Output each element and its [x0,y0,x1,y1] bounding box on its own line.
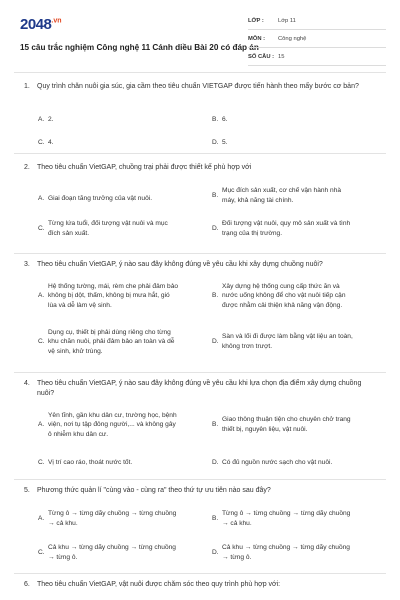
meta-row-count [248,48,386,66]
option-a[interactable] [38,508,180,530]
option-letter: A. [38,292,45,300]
question-number: 2. [24,164,30,171]
question-stem [24,260,374,270]
option-a[interactable] [38,280,180,312]
question-text: Quy trình chăn nuôi gia súc, gia cầm theo tiêu chuẩn VIETGAP được tiến hành theo mấy bước cơ bản? [37,83,359,90]
option-letter: C. [38,225,45,233]
option-text: Mục đích sản xuất, cơ chế vận hành nhà máy, khả năng tài chính. [222,187,342,204]
option-b[interactable] [212,280,354,312]
question-text: Phương thức quản lí "cùng vào - cùng ra" theo thứ tự ưu tiên nào sau đây? [37,487,271,494]
option-letter: D. [212,549,219,557]
meta-key: SỐ CÂU : [248,53,275,60]
option-text: 2. [48,116,54,123]
option-letter: C. [38,459,45,466]
option-a[interactable] [38,115,180,125]
option-text: 6. [222,116,228,123]
option-b[interactable] [212,414,354,436]
option-text: Từng ô → từng dãy chuồng → từng chuồng → cả khu. [48,510,177,527]
option-b[interactable] [212,115,354,125]
option-a[interactable] [38,188,180,210]
divider [14,253,386,254]
option-text: Có đủ nguồn nước sạch cho vật nuôi. [222,459,333,466]
question-number: 3. [24,261,30,268]
option-letter: B. [212,515,219,523]
option-letter: B. [212,421,219,429]
option-letter: B. [212,292,219,300]
meta-row-subject [248,30,386,48]
question-number: 1. [24,83,30,90]
question-stem [24,163,374,173]
question-number: 6. [24,581,30,588]
option-letter: C. [38,139,45,146]
option-a[interactable] [38,409,180,441]
page-header [14,12,386,64]
option-letter: C. [38,549,45,557]
option-text: Hệ thống tường, mái, rèm che phải đảm bảo không bị dột, thấm, không bị mưa hắt, gió lùa và dễ làm vệ sinh. [48,282,179,309]
option-letter: A. [38,421,45,429]
meta-value: 15 [278,53,285,60]
divider [14,479,386,480]
question-text: Theo tiêu chuẩn VietGAP, ý nào sau đây không đúng về yêu cầu khi xây dựng chuồng nuôi? [37,261,323,268]
question-text: Theo tiêu chuẩn VietGAP, ý nào sau đây không đúng về yêu cầu khi lựa chọn địa điểm xây dựng chuồng nuôi? [37,380,362,398]
option-letter: D. [212,225,219,233]
option-letter: B. [212,116,219,123]
document-title: 15 câu trắc nghiệm Công nghệ 11 Cánh diều Bài 20 có đáp án [20,43,259,52]
option-text: Cả khu → từng chuồng → từng dãy chuồng → từng ô. [222,544,350,561]
option-text: Dụng cụ, thiết bị phải dùng riêng cho từng khu chăn nuôi, phải đảm bảo an toàn và dễ vệ sinh, khử trùng. [48,328,175,355]
option-letter: D. [212,459,219,466]
option-letter: D. [212,139,219,146]
option-letter: D. [212,338,219,346]
option-letter: A. [38,515,45,523]
divider [14,573,386,574]
option-text: Đối tượng vật nuôi, quy mô sản xuất và tình trạng của thị trường. [222,220,351,237]
question-stem [24,379,374,399]
option-text: Xây dựng hệ thống cung cấp thức ăn và nước uống không để cho vật nuôi tiếp cận được nhằm cải thiện khả năng vận động. [222,282,346,309]
option-d[interactable] [212,326,354,358]
option-text: 5. [222,139,228,146]
document-meta [248,12,386,66]
option-text: Từng lứa tuổi, đối tượng vật nuôi và mục đích sản xuất. [48,220,168,237]
option-b[interactable] [212,508,354,530]
question-text: Theo tiêu chuẩn VietGAP, chuồng trại phải được thiết kế phù hợp với [37,164,252,171]
meta-key: LỚP : [248,17,264,24]
divider [14,153,386,154]
meta-value: Công nghệ [278,35,307,42]
option-c[interactable] [38,138,180,148]
question-text: Theo tiêu chuẩn VietGAP, vật nuôi được chăm sóc theo quy trình phù hợp với: [37,581,281,588]
question-number: 4. [24,380,30,387]
option-d[interactable] [212,138,354,148]
option-text: 4. [48,139,54,146]
option-text: Yên tĩnh, gần khu dân cư, trường học, bệnh viện, nơi tụ tập đông người,... và không gây ô nhiễm khu dân cư. [48,411,177,438]
meta-key: MÔN : [248,35,266,42]
site-logo[interactable] [20,16,62,34]
option-letter: C. [38,338,45,346]
option-d[interactable] [212,458,354,468]
option-c[interactable] [38,218,180,240]
question-stem [24,82,374,92]
logo-number: 2048 [20,16,52,33]
option-text: Giao thông thuận tiện cho chuyên chở trang thiết bị, nguyên liệu, vật nuôi. [222,416,351,433]
option-text: Giai đoạn tăng trưởng của vật nuôi. [48,195,153,203]
option-d[interactable] [212,218,354,240]
meta-value: Lớp 11 [278,17,296,24]
option-letter: A. [38,116,45,123]
logo-suffix: .vn [51,17,62,25]
option-letter: B. [212,192,219,200]
question-stem [24,486,374,496]
option-d[interactable] [212,542,354,564]
option-c[interactable] [38,542,180,564]
option-text: Sàn và lối đi được làm bằng vật liệu an toàn, không trơn trượt. [222,333,353,350]
option-text: Vị trí cao ráo, thoát nước tốt. [48,459,133,466]
option-text: Cả khu → từng dãy chuồng → từng chuồng → từng ô. [48,544,176,561]
option-c[interactable] [38,458,180,468]
option-b[interactable] [212,185,354,207]
option-text: Từng ô → từng chuồng → từng dãy chuồng → cả khu. [222,510,351,527]
meta-row-class [248,12,386,30]
option-letter: A. [38,195,45,203]
divider [14,72,386,73]
divider [14,372,386,373]
option-c[interactable] [38,326,180,358]
question-number: 5. [24,487,30,494]
question-stem [24,580,374,590]
